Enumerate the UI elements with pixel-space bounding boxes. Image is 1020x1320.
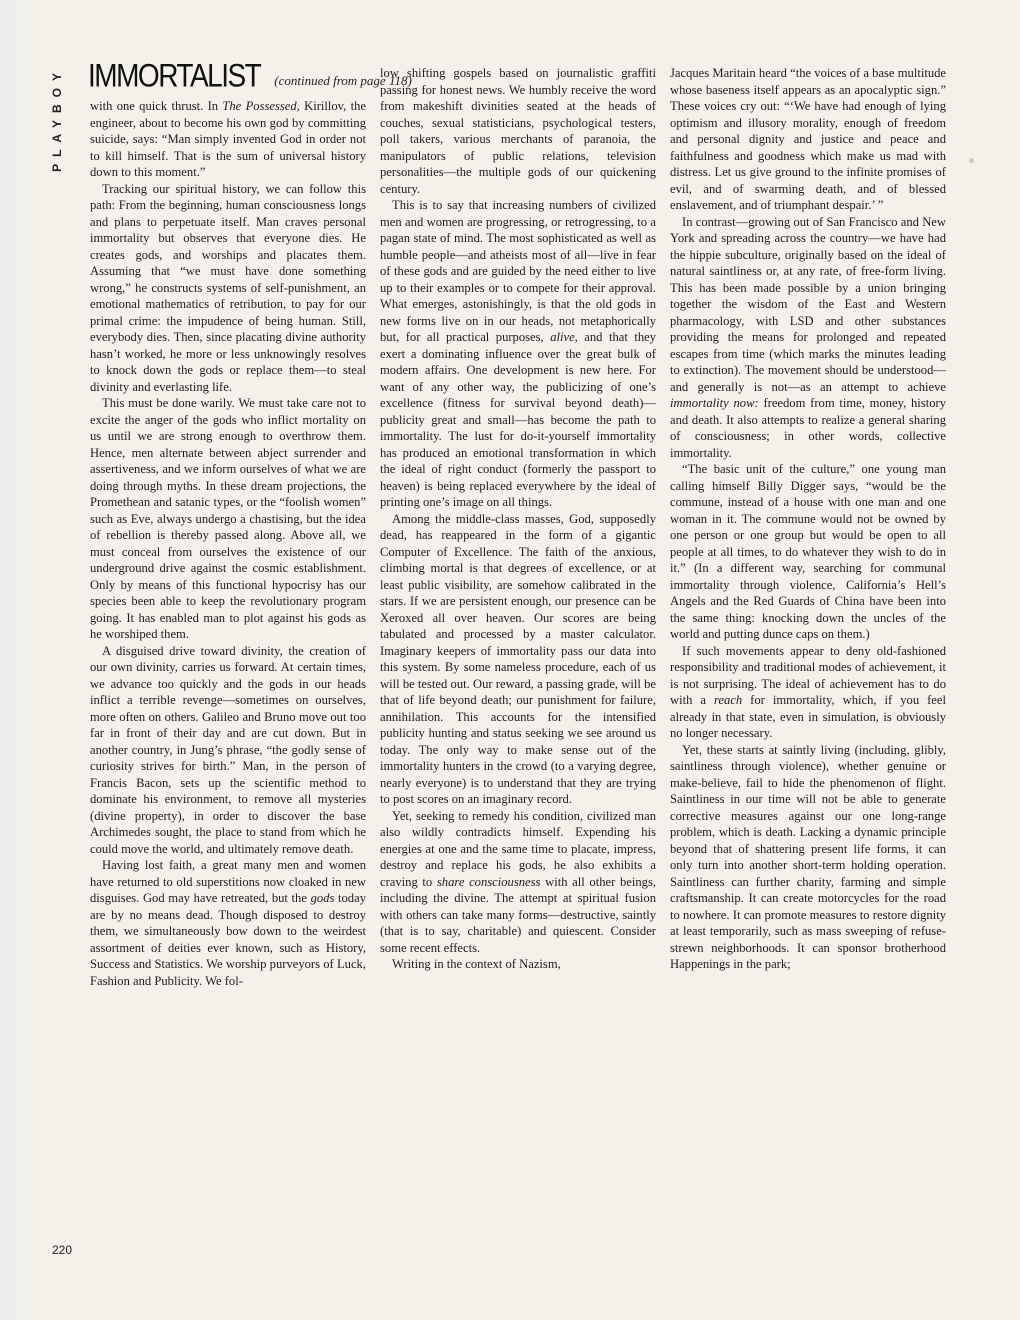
article-headline — [88, 57, 412, 96]
text-column-2 — [380, 65, 656, 973]
italic-text: The Possessed, — [222, 99, 300, 113]
article-paragraph — [90, 857, 366, 989]
paragraph-text: with all other beings, including the divine. The attempt at spiritual fusion with others can take many forms—destructive, saintly (that is to say, charitable) and quiescent. Consider some recent effects. — [380, 874, 657, 955]
article-paragraph — [380, 808, 656, 957]
magazine-name: PLAYBOY — [50, 66, 64, 172]
paragraph-text: If such movements appear to deny old-fashioned responsibility and traditional modes of achievement, it is not surprising. The ideal of achievement has to do with a — [670, 643, 946, 707]
paragraph-text: Writing in the context of Nazism, — [392, 957, 561, 971]
paragraph-text: This is to say that increasing numbers of civilized men and women are progressing, or retrogressing, to a pagan state of mind. The most sophisticated as well as humble people—and atheists most of all—live in fear of these gods and are guided by the need either to live up to their examples or to compete for their approval. What emerges, astonishingly, is that the old gods in new forms live on in our heads, not metaphorically but, for all practical purposes, — [380, 198, 656, 344]
paragraph-text: and that they exert a dominating influence over the great bulk of modern affairs. One development is new here. For want of any other way, the publicizing of one’s excellence (fitness for survival beyond death)—publicity great and small—has become the path to immortality. The lust for do-it-yourself immortality has produced an emotional transformation in which the ideal of right conduct (formerly the passport to heaven) is being replaced everywhere by the ideal of printing one’s image on all things. — [380, 330, 656, 509]
paragraph-text: In contrast—growing out of San Francisco and New York and spreading across the country—we have had the hippie subculture, originally based on the ideal of natural saintliness or, at any rate, of free-form living. This has been made possible by a union bringing together the wisdom of the East and Western pharmacology, with LSD and other substances providing the means for prolonged and repeated escapes from time (which marks the minutes leading to extinction). The movement should be understood—and generally is not—as an attempt to achieve — [670, 214, 946, 394]
article-paragraph — [90, 395, 366, 643]
page-number: 220 — [52, 1243, 73, 1257]
italic-text: share consciousness — [436, 874, 541, 889]
paragraph-text: freedom from time, money, history and death. It also attempts to realize a general sharing of consciousness; in other words, collective immortality. — [670, 396, 946, 460]
article-paragraph — [380, 65, 656, 197]
continuation-note: (continued from page 118) — [274, 73, 412, 88]
paragraph-text: today are by no means dead. Though disposed to destroy them, we simultaneously bow down to the weirdest assortment of deities ever known, such as History, Success and Statistics. We worship purveyors of Luck, Fashion and Publicity. We fol- — [90, 891, 366, 988]
article-paragraph — [90, 98, 366, 181]
paper-speck — [969, 158, 974, 163]
article-paragraph — [670, 742, 946, 973]
paragraph-text: Tracking our spiritual history, we can follow this path: From the beginning, human consciousness longs and plans to perpetuate itself. Man craves personal immortality but observes that everyone dies. He creates gods, and worships and placates them. Assuming that “we must have done something wrong,” he constructs systems of self-punishment, an emotional mathematics of retribution, to pay for our primal crime: the impudence of being human. Still, everybody dies. Then, since placating divine authority hasn’t worked, he more or less unknowingly resolves to knock down the gods or replace them—to steal divinity and everlasting life. — [90, 181, 366, 394]
article-paragraph — [380, 511, 656, 808]
article-paragraph — [670, 65, 946, 214]
paragraph-text: A disguised drive toward divinity, the creation of our own divinity, carries us forward. At certain times, we advance too quickly and the gods in our heads inflict a terrible revenge—sometimes on ourselves, more often on others. Galileo and Bruno move out too far in front of their day and are cut down. But in another country, in Jung’s phrase, “the godly sense of curiosity strives for birth.” Man, in the person of Francis Bacon, sets up the scientific method to dominate his environment, to remove all mysteries (divine property), in order to discover the base Archimedes sought, the place to stand from which he could move the world, and ultimately remove death. — [90, 643, 366, 856]
text-column-1 — [90, 98, 366, 989]
paragraph-text: with one quick thrust. In — [90, 99, 223, 113]
page-edge-shadow — [0, 0, 40, 1320]
article-paragraph — [380, 197, 656, 511]
paragraph-text: Yet, seeking to remedy his condition, civilized man also wildly contradicts himself. Expending his energies at one and the same time to placate, impress, destroy and replace his gods, he also exhibits a craving to — [380, 808, 656, 889]
text-column-3 — [670, 65, 946, 973]
paragraph-text: for immortality, which, if you feel already in that state, even in simulation, is obviously no longer necessary. — [670, 693, 946, 740]
paragraph-text: Yet, these starts at saintly living (including, glibly, saintliness through violence), whether genuine or make-believe, fail to hide the phenomenon of flight. Saintliness in our time will not be able to generate corrective measures against our one long-range problem, which is death. Lacking a dynamic principle beyond that of shattering present life forms, it can only turn into another short-term holding operation. Saintliness can further charity, farming and simple craftsmanship. It can create motorcycles for the road to nowhere. It can promote measures to restore dignity at least temporarily, such as mass sweeping of refuse-strewn neighborhoods. It can sponsor brotherhood Happenings in the park; — [670, 742, 946, 971]
article-paragraph — [670, 214, 946, 462]
article-paragraph — [90, 643, 366, 858]
paragraph-text: Kirillov, the engineer, about to become his own god by committing suicide, says: “Man simply invented God in order not to kill himself. That is the sum of universal history down to this moment.” — [90, 99, 366, 179]
paragraph-text: Jacques Maritain heard “the voices of a base multitude whose baseness itself appears as an apocalyptic sign.” These voices cry out: “‘We have had enough of lying optimism and illusory morality, enough of freedom and personal dignity and justice and peace and faithfulness and goodness which make us mad with distress. Let us give ground to the infinite promises of evil, and of swarming death, and of blessed enslavement, and of triumphant despair.’ ” — [670, 66, 946, 212]
italic-text: reach — [713, 693, 743, 707]
paragraph-text: “The basic unit of the culture,” one young man calling himself Billy Digger says, “would be the commune, instead of a house with one man and one woman in it. The commune would not be owned by one person or one group but would be open to all people at all times, to do whatever they wish to do in it.” (In a different way, searching for communal immortality through violence, California’s Hell’s Angels and the Red Guards of China have been into the same thing: knocking down the uncles of the world and putting dunce caps on them.) — [670, 462, 946, 641]
article-paragraph — [380, 956, 656, 973]
article-paragraph — [670, 643, 946, 742]
paragraph-text: This must be done warily. We must take care not to excite the anger of the gods who inflict mortality on us until we are strong enough to overthrow them. Hence, men alternate between abject surrender and assertiveness, and we inform ourselves of what we are doing through myths. In these dream projections, the Promethean and satanic types, or the “foolish women” such as Eve, always undergo a chastising, but the idea of rebellion is thereby passed along. Above all, we must conceal from ourselves the existence of our underground drive against the cosmic establishment. Only by means of this functional hypocrisy has our species been able to keep the revolutionary program going. It has enabled man to plot against his gods as he worshiped them. — [90, 396, 366, 641]
paragraph-text: Having lost faith, a great many men and women have returned to old superstitions now cloaked in new disguises. God may have retreated, but the — [90, 858, 366, 905]
italic-text: immortality now: — [670, 396, 759, 410]
article-paragraph — [90, 181, 366, 396]
article-title: IMMORTALIST — [88, 57, 261, 94]
paragraph-text: Among the middle-class masses, God, supposedly dead, has reappeared in the form of a gigantic Computer of Excellence. The faith of the anxious, climbing mortal is that degrees of excellence, or at least public visibility, are somehow calibrated in the stars. If we are persistent enough, our presence can be Xeroxed all over heaven. Our scores are being tabulated and processed by a master calculator. Imaginary keepers of immortality pass our data into this system. By some nameless procedure, each of us will be tested out. Our reward, a passing grade, will be that of life beyond death; our punishment for failure, annihilation. This accounts for the intensified publicity hunting and status seeking we see around us today. The only way to make sense out of the immortality hunters in the crowd (to a varying degree, nearly everyone) is to understand that they are trying to post scores on an imaginary record. — [380, 511, 656, 806]
article-paragraph — [670, 461, 946, 643]
italic-text: alive, — [550, 330, 578, 344]
italic-text: gods — [310, 891, 335, 905]
paragraph-text: low shifting gospels based on journalistic graffiti passing for honest news. We humbly receive the word from makeshift divinities seated at the heads of couches, sexual statisticians, psychological testers, poll takers, various merchants of paranoia, the manipulators of public relations, television personalities—the multiple gods of our quickening century. — [380, 66, 656, 196]
